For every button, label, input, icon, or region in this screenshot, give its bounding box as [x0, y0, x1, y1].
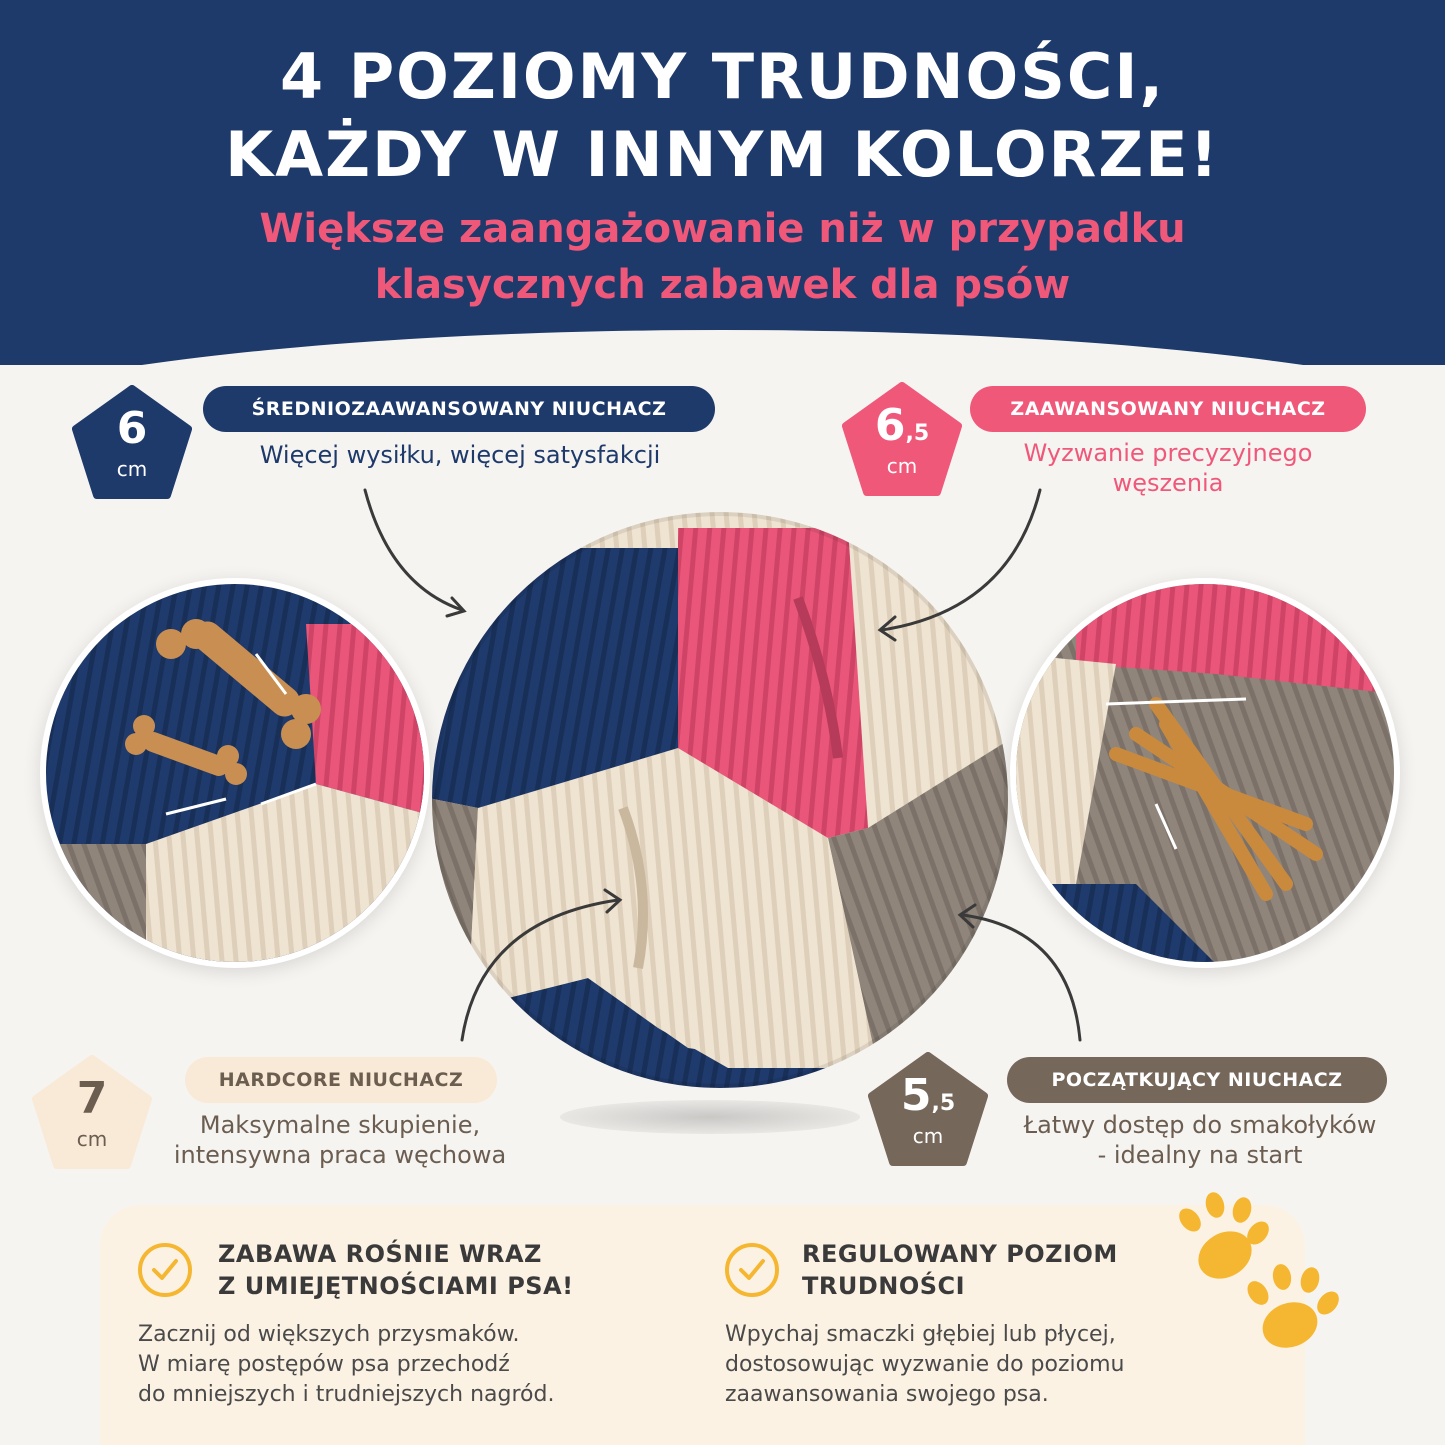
snuffle-ball-image: [428, 508, 1012, 1092]
size-unit: cm: [76, 1127, 108, 1151]
text-line: W miarę postępów psa przechodź: [138, 1352, 510, 1377]
level-desc-navy: [200, 440, 720, 470]
desc-line: Wyzwanie precyzyjnego: [1023, 439, 1313, 467]
title-line: TRUDNOŚCI: [802, 1272, 966, 1300]
size-unit: cm: [116, 457, 148, 481]
level-pill-beige: HARDCORE NIUCHACZ: [185, 1057, 497, 1103]
size-value: 5: [900, 1070, 932, 1121]
size-decimal: ,5: [905, 421, 930, 446]
subtitle-line2: klasycznych zabawek dla psów: [374, 262, 1071, 308]
feature-title-2: [802, 1238, 1202, 1302]
size-badge-pink: [842, 382, 962, 498]
text-line: zaawansowania swojego psa.: [725, 1382, 1049, 1407]
zoom-detail-left: [40, 578, 430, 968]
size-value: 6: [874, 400, 906, 451]
size-unit: cm: [886, 454, 918, 478]
size-value: 6: [116, 403, 148, 454]
text-line: Wpychaj smaczki głębiej lub płycej,: [725, 1322, 1116, 1347]
size-badge-beige: [32, 1055, 152, 1171]
paw-print-icon: [1170, 1185, 1350, 1365]
desc-line: intensywna praca węchowa: [173, 1141, 507, 1169]
title-line: Z UMIEJĘTNOŚCIAMI PSA!: [218, 1272, 574, 1300]
check-icon: [138, 1243, 192, 1297]
level-desc-pink: [968, 438, 1368, 498]
check-icon: [725, 1243, 779, 1297]
desc-line: węszenia: [1112, 469, 1224, 497]
size-decimal: ,5: [931, 1091, 956, 1116]
desc-line: Łatwy dostęp do smakołyków: [1023, 1111, 1377, 1139]
size-unit: cm: [912, 1124, 944, 1148]
title-line2: KAŻDY W INNYM KOLORZE!: [225, 118, 1220, 191]
level-pill-taupe: POCZĄTKUJĄCY NIUCHACZ: [1007, 1057, 1387, 1103]
level-pill-pink: ZAAWANSOWANY NIUCHACZ: [970, 386, 1366, 432]
desc-line: Więcej wysiłku, więcej satysfakcji: [259, 441, 661, 469]
text-line: dostosowując wyzwanie do poziomu: [725, 1352, 1125, 1377]
text-line: Zacznij od większych przysmaków.: [138, 1322, 520, 1347]
title-line: ZABAWA ROŚNIE WRAZ: [218, 1240, 542, 1268]
level-pill-navy: ŚREDNIOZAAWANSOWANY NIUCHACZ: [203, 386, 715, 432]
zoom-detail-right: [1010, 578, 1400, 968]
level-desc-taupe: [990, 1110, 1410, 1170]
ball-shadow: [560, 1100, 860, 1134]
title-line: REGULOWANY POZIOM: [802, 1240, 1118, 1268]
level-desc-beige: [150, 1110, 530, 1170]
desc-line: Maksymalne skupienie,: [199, 1111, 481, 1139]
subtitle-line1: Większe zaangażowanie niż w przypadku: [259, 206, 1186, 252]
size-badge-navy: [72, 385, 192, 501]
text-line: do mniejszych i trudniejszych nagród.: [138, 1382, 555, 1407]
feature-text-1: [138, 1320, 708, 1410]
size-badge-taupe: [868, 1052, 988, 1168]
title-line1: 4 POZIOMY TRUDNOŚCI,: [280, 40, 1165, 113]
size-value: 7: [76, 1073, 108, 1124]
feature-text-2: [725, 1320, 1245, 1410]
feature-title-1: [218, 1238, 688, 1302]
desc-line: - idealny na start: [1097, 1141, 1303, 1169]
